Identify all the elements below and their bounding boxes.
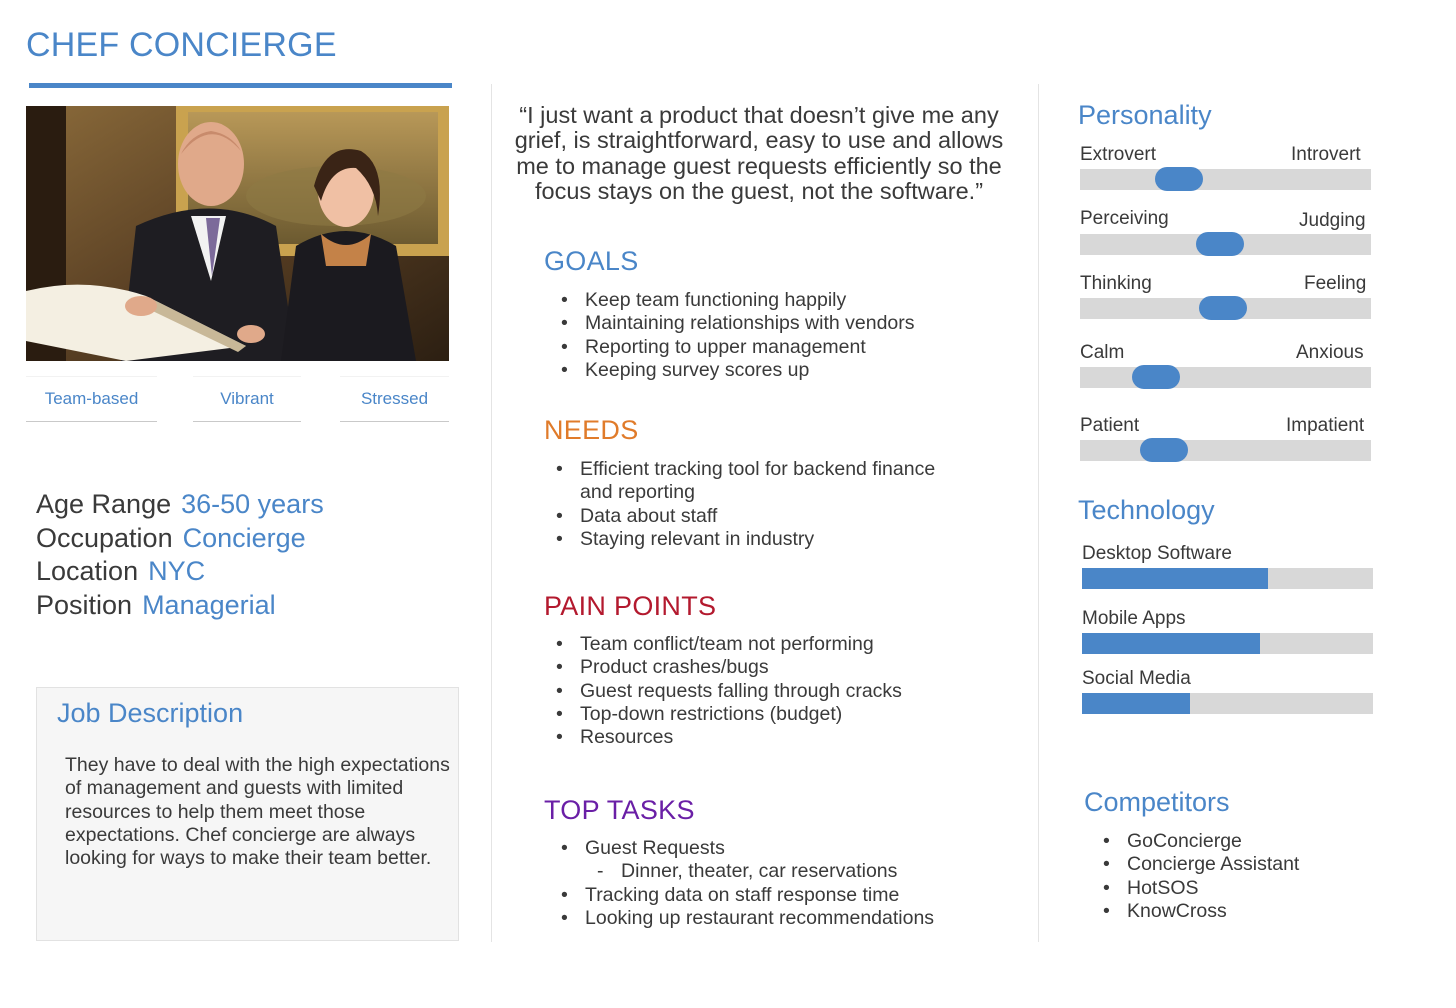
list-sub-item: - Dinner, theater, car reservations: [585, 860, 934, 883]
personality-scale-track: [1080, 298, 1371, 319]
tech-bar-fill: [1082, 693, 1190, 714]
tech-bar-track: [1082, 633, 1373, 654]
list-item: • Data about staff: [580, 505, 960, 528]
tag-vibrant: Vibrant: [193, 377, 301, 422]
demo-label: Age Range: [36, 489, 172, 519]
personality-heading: Personality: [1078, 100, 1212, 130]
list-item: • KnowCross: [1127, 900, 1299, 923]
tech-bar-fill: [1082, 568, 1268, 589]
tech-bar-track: [1082, 693, 1373, 714]
list-item: • Product crashes/bugs: [580, 656, 902, 679]
pain-points-list: [580, 633, 902, 749]
demo-location: [36, 555, 324, 589]
scale-right-label: Introvert: [1291, 144, 1361, 165]
tech-label: Mobile Apps: [1082, 608, 1186, 629]
tag-team-based: Team-based: [26, 377, 157, 422]
persona-title: CHEF CONCIERGE: [26, 26, 337, 64]
list-item: • Guest Requests: [585, 837, 934, 860]
job-description-text: They have to deal with the high expectations of management and guests with limited resources to help them meet those expectations. Chef concierge are always looking for ways to make their team better.: [65, 754, 450, 870]
demo-label: Location: [36, 556, 139, 586]
needs-heading: NEEDS: [544, 415, 639, 445]
needs-list: [580, 458, 960, 551]
persona-quote: “I just want a product that doesn’t give me any grief, is straightforward, easy to use and allows me to manage guest requests efficiently so the focus stays on the guest, not the software.”: [514, 102, 1004, 204]
list-item: • Reporting to upper management: [585, 336, 915, 359]
tech-label: Social Media: [1082, 668, 1191, 689]
scale-knob: [1140, 438, 1188, 462]
list-item: • Concierge Assistant: [1127, 853, 1299, 876]
scale-knob: [1155, 167, 1203, 191]
demo-age-range: [36, 488, 324, 522]
competitors-list: [1127, 830, 1299, 923]
demo-value: 36-50 years: [181, 489, 324, 519]
list-item: • HotSOS: [1127, 877, 1299, 900]
personality-scale-track: [1080, 367, 1371, 388]
scale-left-label: Patient: [1080, 415, 1140, 436]
goals-list: [585, 289, 915, 382]
goals-heading: GOALS: [544, 246, 639, 276]
scale-knob: [1132, 365, 1180, 389]
list-item: • Guest requests falling through cracks: [580, 680, 902, 703]
personality-scale-track: [1080, 169, 1371, 190]
demographics: [36, 488, 324, 622]
job-description-heading: Job Description: [57, 698, 244, 728]
list-item: • Resources: [580, 726, 902, 749]
scale-knob: [1196, 232, 1244, 256]
scale-right-label: Feeling: [1304, 273, 1367, 294]
job-description-card: [36, 687, 459, 941]
list-item: • Tracking data on staff response time: [585, 884, 934, 907]
list-item: • Team conflict/team not performing: [580, 633, 902, 656]
top-tasks-heading: TOP TASKS: [544, 795, 695, 825]
column-divider: [491, 84, 492, 942]
list-item: • Maintaining relationships with vendors: [585, 312, 915, 335]
tech-bar-track: [1082, 568, 1373, 589]
demo-position: [36, 589, 324, 623]
competitors-heading: Competitors: [1084, 787, 1230, 817]
tech-bar-fill: [1082, 633, 1260, 654]
tech-label: Desktop Software: [1082, 543, 1232, 564]
list-item: • Efficient tracking tool for backend finance and reporting: [580, 458, 960, 505]
scale-right-label: Judging: [1299, 210, 1366, 231]
scale-left-label: Thinking: [1080, 273, 1152, 294]
persona-photo: [26, 106, 449, 361]
demo-label: Occupation: [36, 522, 173, 553]
list-item: • GoConcierge: [1127, 830, 1299, 853]
technology-heading: Technology: [1078, 495, 1215, 525]
scale-left-label: Extrovert: [1080, 144, 1157, 165]
list-item: • Keep team functioning happily: [585, 289, 915, 312]
list-item: • Looking up restaurant recommendations: [585, 907, 934, 930]
column-divider: [1038, 84, 1039, 942]
list-item: • Keeping survey scores up: [585, 359, 915, 382]
list-item: • Staying relevant in industry: [580, 528, 960, 551]
scale-knob: [1199, 296, 1247, 320]
personality-scale-track: [1080, 440, 1371, 461]
demo-label: Position: [36, 589, 133, 620]
list-item: • Top-down restrictions (budget): [580, 703, 902, 726]
demo-occupation: [36, 522, 324, 556]
demo-value: Concierge: [182, 522, 306, 553]
demo-value: NYC: [148, 556, 206, 586]
scale-left-label: Calm: [1080, 342, 1125, 363]
personality-scale-track: [1080, 234, 1371, 255]
scale-right-label: Anxious: [1296, 342, 1364, 363]
title-underline: [29, 83, 452, 88]
tag-stressed: Stressed: [340, 377, 449, 422]
scale-left-label: Perceiving: [1080, 208, 1169, 229]
scale-right-label: Impatient: [1286, 415, 1365, 436]
pain-points-heading: PAIN POINTS: [544, 591, 717, 621]
top-tasks-list: [585, 837, 934, 930]
demo-value: Managerial: [142, 589, 276, 620]
